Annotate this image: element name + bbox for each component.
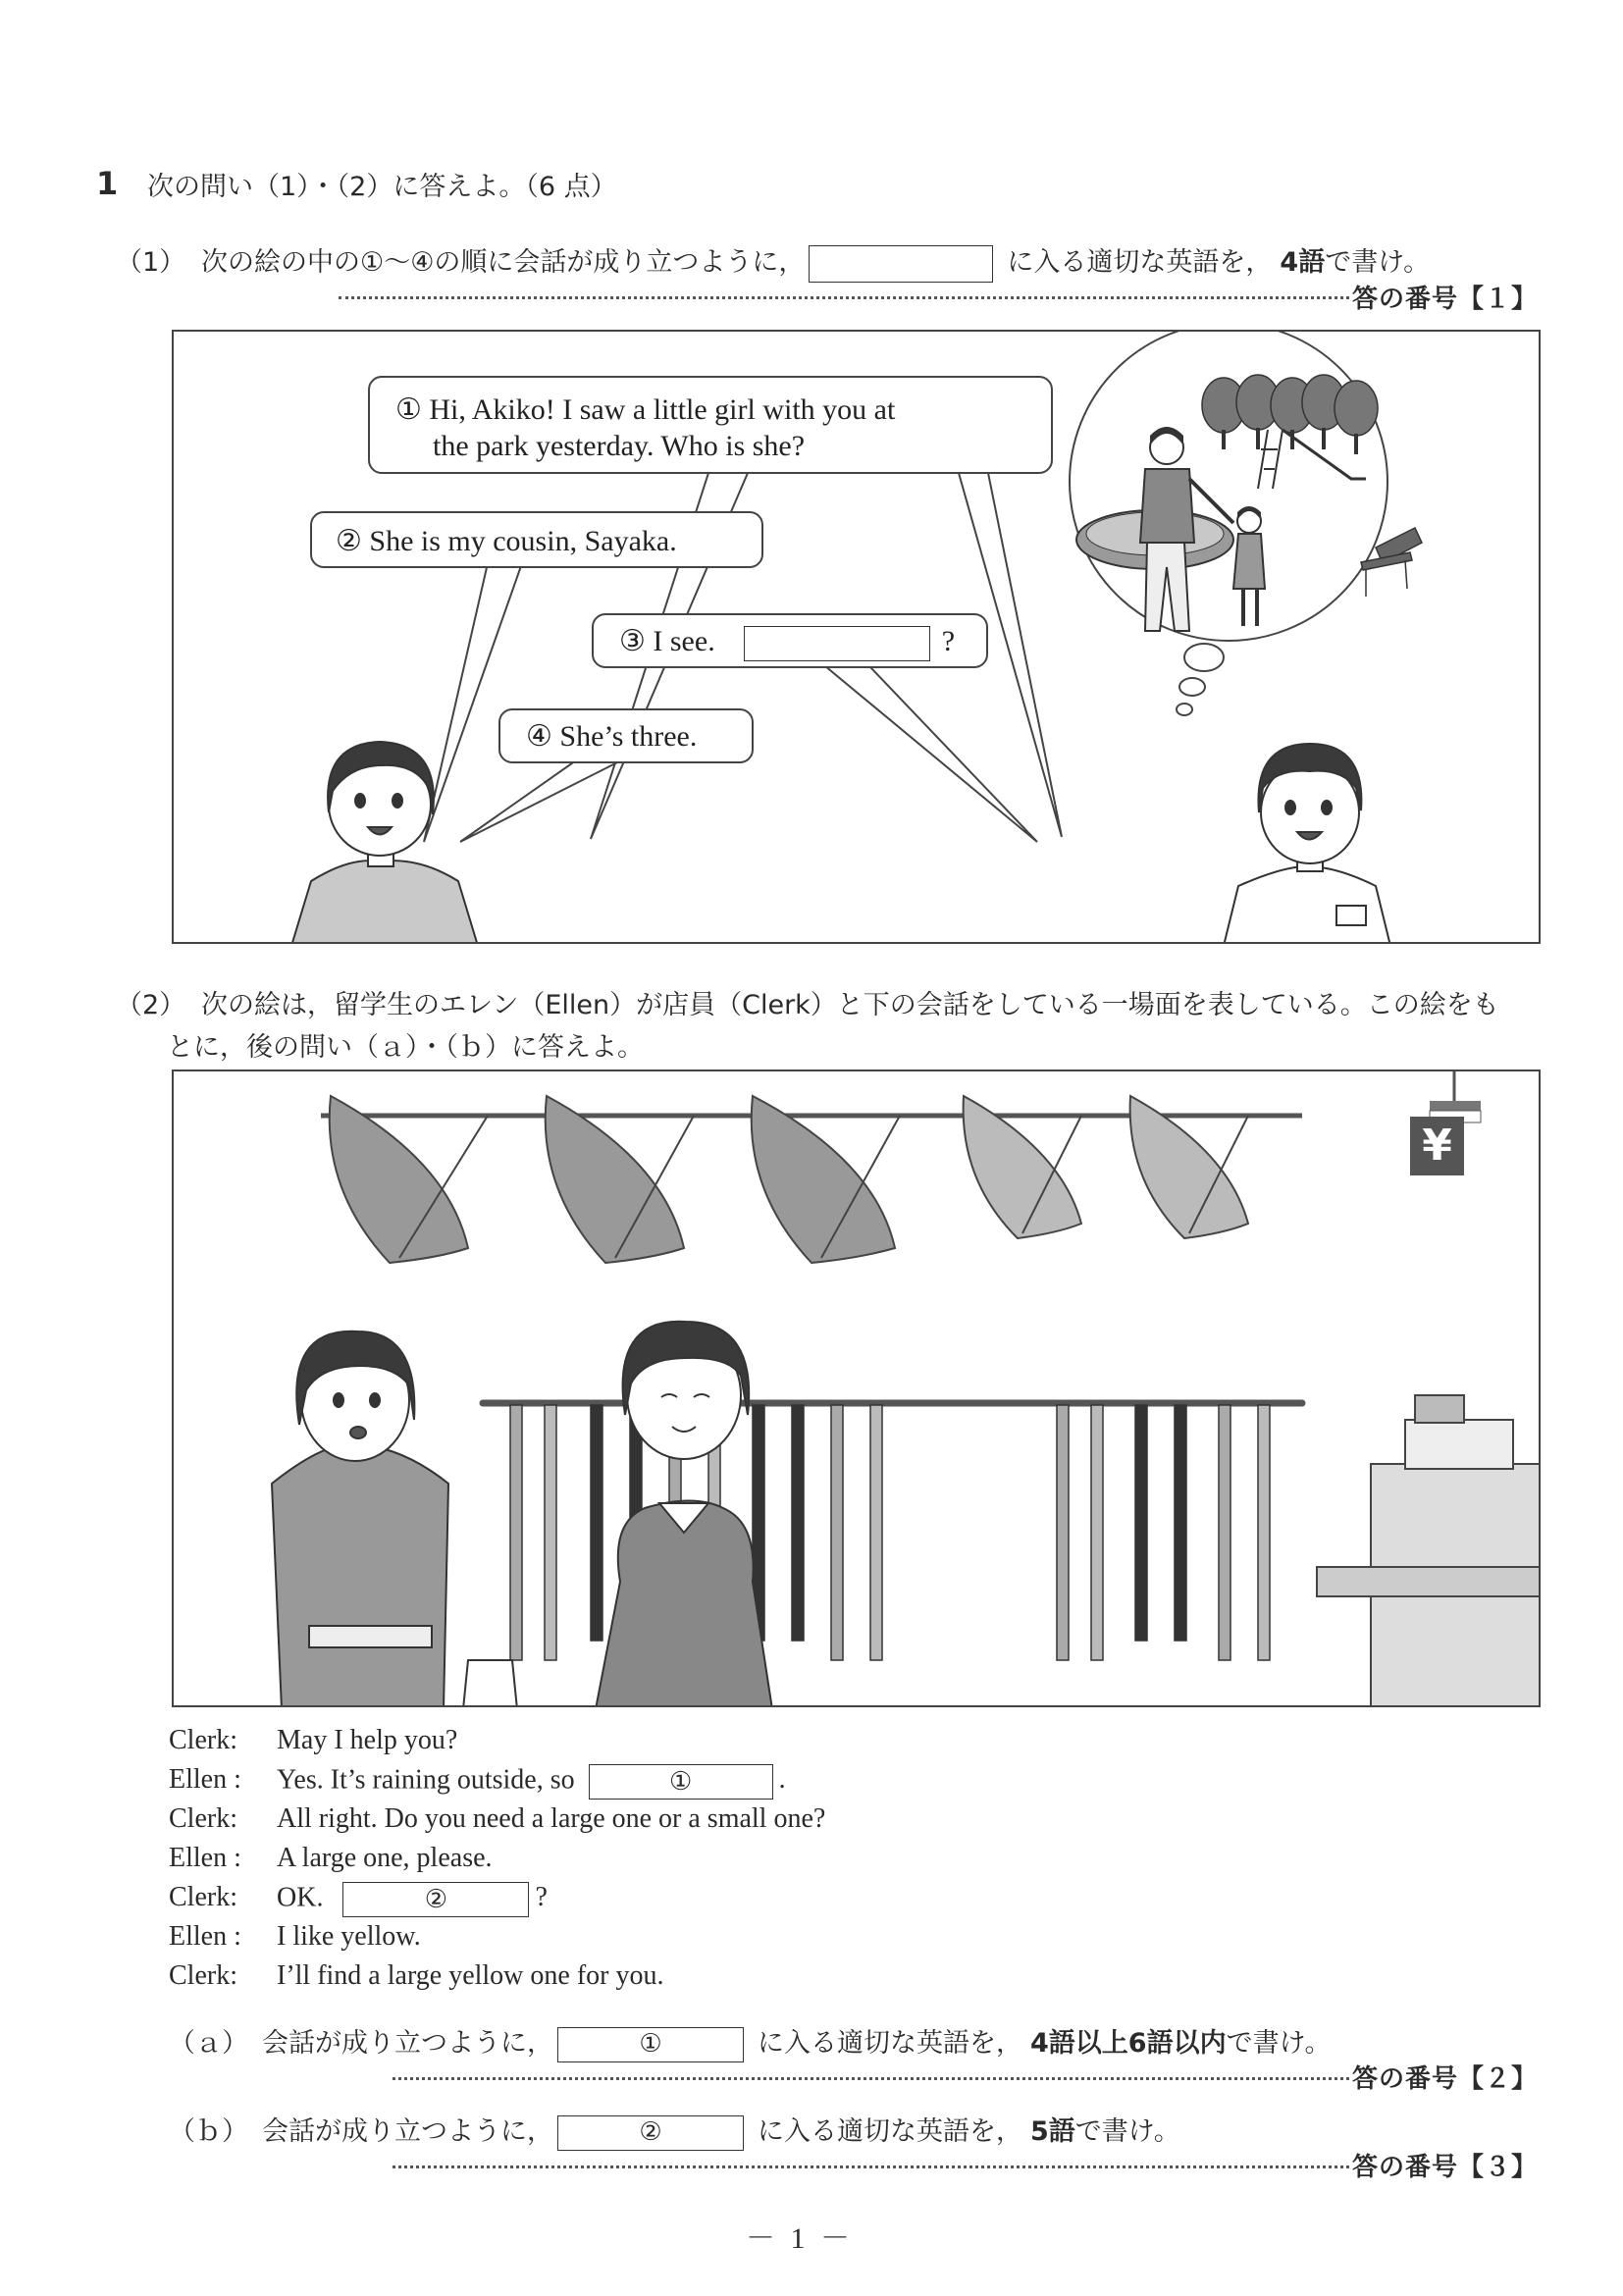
bubble-2-text: ② She is my cousin, Sayaka. xyxy=(336,525,677,557)
subquestion-b-blank: ② xyxy=(557,2115,744,2151)
dialogue-blank-1: ① xyxy=(589,1764,773,1800)
dialogue-speaker: Ellen : xyxy=(169,1921,241,1952)
answer-leader-1 xyxy=(339,296,1349,299)
conversation-picture xyxy=(172,330,1541,944)
yen-sign-icon: ¥ xyxy=(1410,1117,1464,1175)
subquestion-b-word-count: 5語 xyxy=(1030,2116,1075,2147)
subquestion-a-word-count: 4語以上6語以内 xyxy=(1030,2028,1227,2059)
dialogue-speaker: Clerk: xyxy=(169,1960,237,1991)
answer-tag-2: 答の番号【２】 xyxy=(1352,2064,1539,2094)
subquestion-b-text-3: で書け。 xyxy=(1074,2116,1180,2147)
question-title: 次の問い（1）・（2）に答えよ。（6 点） xyxy=(147,172,617,202)
bubble-3-text: ③ I see. xyxy=(619,625,715,657)
dialogue-text: A large one, please. xyxy=(277,1843,493,1873)
dialogue-speaker: Clerk: xyxy=(169,1803,237,1834)
bubble-1-line-2: the park yesterday. Who is she? xyxy=(433,430,806,462)
subquestion-a-text-2: に入る適切な英語を， xyxy=(758,2028,1022,2059)
subquestion-a xyxy=(169,2021,1332,2062)
dialogue-speaker: Ellen : xyxy=(169,1764,241,1796)
bubble-3-blank-box xyxy=(744,626,930,661)
question-number: 1 xyxy=(96,165,119,202)
speech-bubble-2 xyxy=(310,511,763,568)
dialogue-text: I’ll find a large yellow one for you. xyxy=(277,1960,664,1991)
speech-bubble-4 xyxy=(498,708,754,763)
part2-instruction-line-2: とに，後の問い（ａ）・（ｂ）に答えよ。 xyxy=(167,1032,644,1063)
part1-instr-d: で書け。 xyxy=(1325,247,1431,278)
subquestion-a-text-3: で書け。 xyxy=(1226,2028,1332,2059)
subquestion-a-label: （ａ） xyxy=(169,2028,248,2059)
part1-blank-box xyxy=(809,245,993,283)
dialogue-speaker: Ellen : xyxy=(169,1843,241,1873)
dialogue-text: May I help you? xyxy=(277,1725,458,1755)
dialogue-speaker: Clerk: xyxy=(169,1725,237,1755)
dialogue-text: All right. Do you need a large one or a small one? xyxy=(277,1803,826,1834)
dialogue-speaker: Clerk: xyxy=(169,1882,237,1913)
part2-instruction-line-1: 次の絵は，留学生のエレン（Ellen）が店員（Clerk）と下の会話をしている一場面を表している。この絵をも xyxy=(201,990,1499,1020)
part2-label: （2） xyxy=(116,990,186,1020)
dialogue-line xyxy=(169,1725,457,1756)
dialogue-after: ? xyxy=(535,1882,548,1913)
dialogue-line xyxy=(169,1882,548,1917)
dialogue-line xyxy=(169,1803,825,1835)
bubble-4-text: ④ She’s three. xyxy=(526,720,698,753)
dialogue-line xyxy=(169,1960,663,1992)
dialogue-text: OK. xyxy=(277,1882,324,1913)
bubble-3-tail: ? xyxy=(941,625,956,657)
dialogue-line xyxy=(169,1764,786,1800)
shop-picture xyxy=(172,1070,1541,1707)
subquestion-b-label: （ｂ） xyxy=(169,2116,248,2147)
speech-bubble-1 xyxy=(368,376,1053,474)
answer-leader-2 xyxy=(393,2077,1349,2080)
dialogue-line xyxy=(169,1843,493,1874)
answer-leader-3 xyxy=(393,2166,1349,2168)
subquestion-b-text-2: に入る適切な英語を， xyxy=(758,2116,1022,2147)
subquestion-b xyxy=(169,2110,1180,2151)
dialogue-blank-2: ② xyxy=(342,1882,529,1917)
subquestion-a-blank: ① xyxy=(557,2027,744,2062)
dialogue-text: I like yellow. xyxy=(277,1921,421,1952)
dialogue-after: . xyxy=(778,1764,786,1796)
bubble-1-line-1: ① Hi, Akiko! I saw a little girl with you at xyxy=(395,393,896,426)
shop-illustration xyxy=(174,1071,1541,1707)
part1-label: （1） xyxy=(116,247,186,278)
dialogue-line xyxy=(169,1921,421,1953)
answer-tag-1: 答の番号【１】 xyxy=(1352,285,1539,314)
subquestion-a-text-1: 会話が成り立つように， xyxy=(262,2028,553,2059)
part1-word-count: 4語 xyxy=(1280,247,1326,278)
speech-bubble-3 xyxy=(592,613,988,668)
part1-instruction xyxy=(201,240,1430,283)
subquestion-b-text-1: 会話が成り立つように， xyxy=(262,2116,553,2147)
answer-tag-3: 答の番号【３】 xyxy=(1352,2153,1539,2182)
part1-instr-a: 次の絵の中の①～④の順に会話が成り立つように， xyxy=(201,247,806,278)
page-number: － 1 － xyxy=(746,2222,854,2255)
part1-instr-b: に入る適切な英語を， xyxy=(1007,247,1273,278)
dialogue-text: Yes. It’s raining outside, so xyxy=(277,1764,575,1796)
